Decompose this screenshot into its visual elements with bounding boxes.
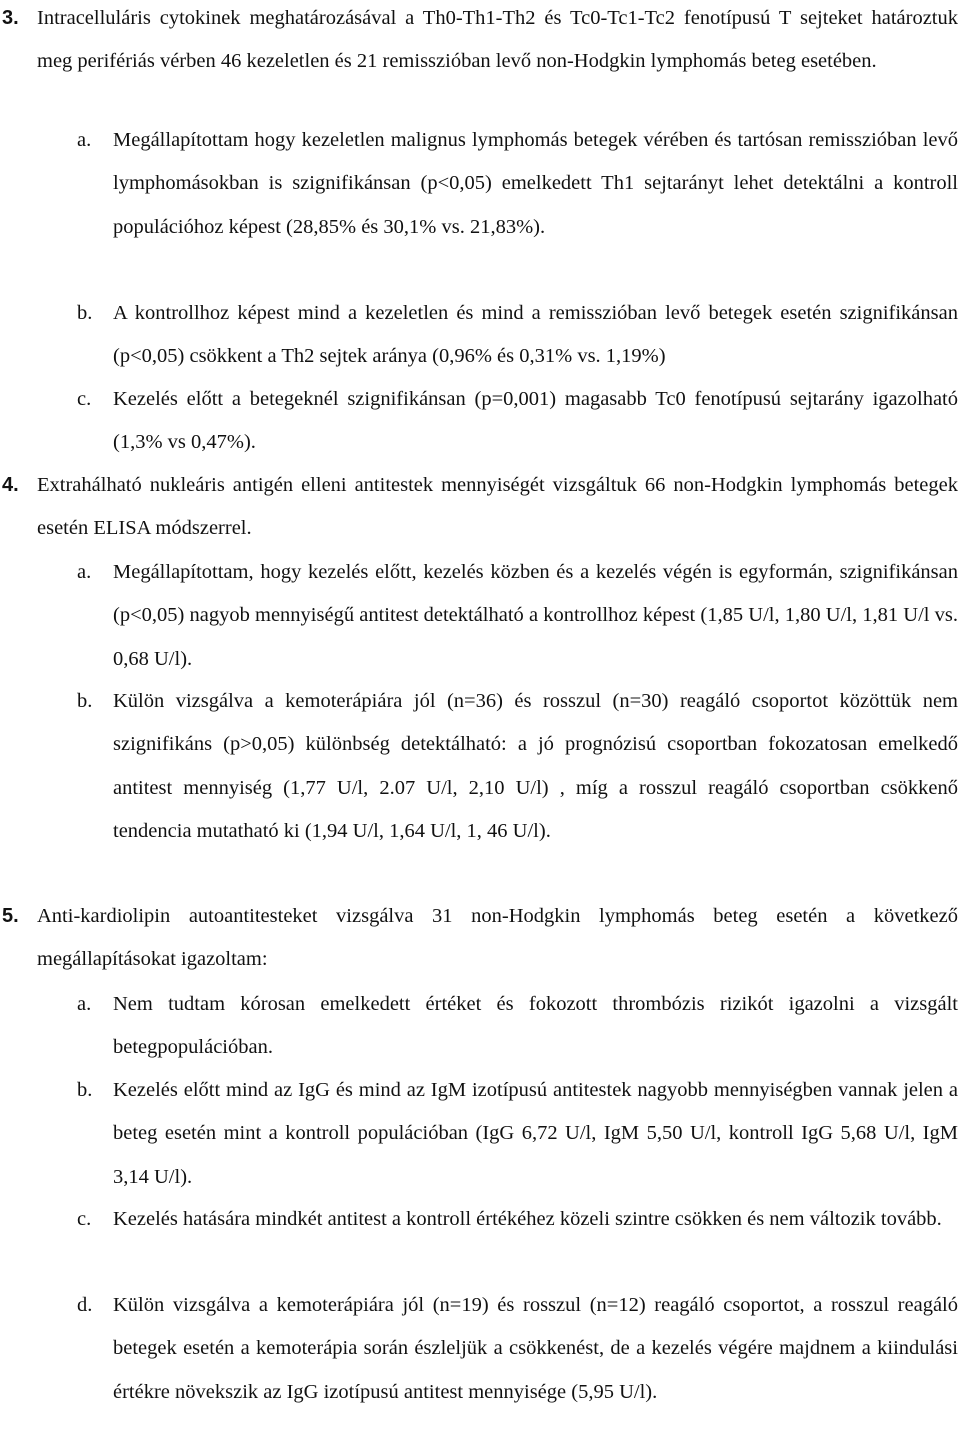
- item-label: c.: [77, 1208, 92, 1230]
- item-label: a.: [77, 561, 92, 583]
- section-number: 3.: [2, 7, 19, 29]
- item-text: Megállapítottam, hogy kezelés előtt, kezelés közben és a kezelés végén is egyformán, szignifikánsan (p<0,05) nagyob mennyiségű antitest detektálható a kontrollhoz képest (1,85 U/l, 1,80 U/l, 1,81 U/l vs. 0,68 U/l).: [113, 561, 958, 670]
- item-text: A kontrollhoz képest mind a kezeletlen és mind a remisszióban levő betegek esetén szignifikánsan (p<0,05) csökkent a Th2 sejtek aránya (0,96% és 0,31% vs. 1,19%): [113, 302, 958, 368]
- section-number: 5.: [2, 905, 19, 927]
- item-label: b.: [77, 690, 93, 712]
- item-label: c.: [77, 388, 92, 410]
- section-intro: Anti-kardiolipin autoantitesteket vizsgálva 31 non-Hodgkin lymphomás beteg esetén a következő megállapításokat igazoltam:: [37, 905, 958, 971]
- item-label: a.: [77, 129, 92, 151]
- section-intro: Extrahálható nukleáris antigén elleni antitestek mennyiségét vizsgáltuk 66 non-Hodgkin lymphomás betegek esetén ELISA módszerrel.: [37, 474, 958, 540]
- item-text: Kezelés előtt mind az IgG és mind az IgM izotípusú antitestek nagyobb mennyiségben vannak jelen a beteg esetén mint a kontroll populációban (IgG 6,72 U/l, IgM 5,50 U/l, kontroll IgG 5,68 U/l, IgM 3,14 U/l).: [113, 1079, 958, 1188]
- item-text: Nem tudtam kórosan emelkedett értéket és fokozott thrombózis rizikót igazolni a vizsgált betegpopulációban.: [113, 993, 958, 1059]
- item-label: d.: [77, 1294, 93, 1316]
- item-text: Kezelés hatására mindkét antitest a kontroll értékéhez közeli szintre csökken és nem változik tovább.: [113, 1208, 942, 1230]
- item-text: Kezelés előtt a betegeknél szignifikánsan (p=0,001) magasabb Tc0 fenotípusú sejtarány igazolható (1,3% vs 0,47%).: [113, 388, 958, 454]
- section-number: 4.: [2, 474, 19, 496]
- item-label: b.: [77, 1079, 93, 1101]
- item-label: b.: [77, 302, 93, 324]
- item-text: Külön vizsgálva a kemoterápiára jól (n=19) és rosszul (n=12) reagáló csoportot, a rosszul reagáló betegek esetén a kemoterápia során észleljük a csökkenést, de a kezelés végére majdnem a kiindulási értékre növekszik az IgG izotípusú antitest mennyisége (5,95 U/l).: [113, 1294, 958, 1403]
- item-text: Külön vizsgálva a kemoterápiára jól (n=36) és rosszul (n=30) reagáló csoportot közöttük nem szignifikáns (p>0,05) különbség detektálható: a jó prognózisú csoportban fokozatosan emelkedő antitest mennyiség (1,77 U/l, 2.07 U/l, 2,10 U/l) , míg a rosszul reagáló csoportban csökkenő tendencia mutatható ki (1,94 U/l, 1,64 U/l, 1, 46 U/l).: [113, 690, 958, 842]
- item-label: a.: [77, 993, 92, 1015]
- section-intro: Intracelluláris cytokinek meghatározásával a Th0-Th1-Th2 és Tc0-Tc1-Tc2 fenotípusú T sejteket határoztuk meg perifériás vérben 46 kezeletlen és 21 remisszióban levő non-Hodgkin lymphomás beteg esetében.: [37, 7, 958, 73]
- item-text: Megállapítottam hogy kezeletlen malignus lymphomás betegek vérében és tartósan remisszióban levő lymphomásokban is szignifikánsan (p<0,05) emelkedett Th1 sejtarányt lehet detektálni a kontroll populációhoz képest (28,85% és 30,1% vs. 21,83%).: [113, 129, 958, 238]
